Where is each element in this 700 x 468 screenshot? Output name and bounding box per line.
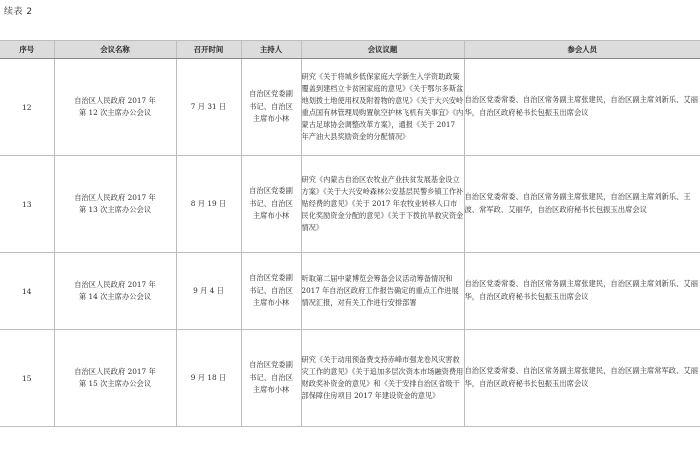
host-line: 自治区党委副 (249, 186, 293, 196)
meeting-name (54, 253, 176, 330)
meeting-name-line: 第 14 次主席办公会议 (78, 292, 152, 301)
meeting-name-line: 自治区人民政府 2017 年 (74, 95, 156, 105)
meeting-name-line: 自治区人民政府 2017 年 (74, 366, 156, 376)
meeting-host (241, 59, 301, 156)
meetings-table (0, 40, 700, 427)
header-date: 召开时间 (176, 41, 241, 59)
host-line: 自治区党委副 (249, 89, 293, 99)
meeting-host (241, 330, 301, 427)
meeting-topics: 听取第二届中蒙博览会筹备会议活动筹备情况和 2017 年自治区政府工作报告确定的重点工作进展情况汇报，对有关工作进行安排部署 (301, 253, 464, 330)
host-line: 书记、自治区 (249, 372, 293, 382)
host-line: 书记、自治区 (249, 285, 293, 295)
meeting-name-line: 第 13 次主席办公会议 (78, 205, 152, 214)
meeting-date: 8 月 19 日 (176, 156, 241, 253)
meeting-name (54, 330, 176, 427)
host-line: 主席布小林 (252, 298, 290, 308)
meeting-attendees: 自治区党委常委、自治区常务副主席张建民，自治区副主席刘新乐、艾丽华，自治区政府秘书长包振玉出席会议 (464, 59, 700, 156)
header-topics: 会议议题 (301, 41, 464, 59)
row-number: 13 (0, 156, 54, 253)
row-number: 12 (0, 59, 54, 156)
host-line: 主席布小林 (252, 385, 290, 395)
header-row (0, 41, 700, 59)
meeting-attendees: 自治区党委常委、自治区常务副主席张建民，自治区副主席刘新乐、王波、常军政、艾丽华，自治区政府秘书长包振玉出席会议 (464, 156, 700, 253)
meeting-topics: 研究《关于动用预备费支持赤峰市强龙卷风灾害救灾工作的意见》《关于追加多层次资本市场融资费用财政奖补资金的意见》和《关于安排自治区省级干部保障住房项目 2017 年建设资金的意见》 (301, 330, 464, 427)
meeting-date: 9 月 4 日 (176, 253, 241, 330)
header-attendees: 参会人员 (464, 41, 700, 59)
meeting-topics: 研究《内蒙古自治区农牧业产业扶贫发展基金设立方案》《关于大兴安岭森林公安基层民警乡镇工作补贴经费的意见》《关于 2017 年农牧业转移人口市民化奖励资金分配的意见》《关于下拨抗旱救灾资金情况》 (301, 156, 464, 253)
host-line: 书记、自治区 (249, 198, 293, 208)
meeting-host (241, 253, 301, 330)
meeting-name (54, 59, 176, 156)
table-body (0, 59, 700, 427)
meeting-name-line: 自治区人民政府 2017 年 (74, 279, 156, 289)
row-number: 14 (0, 253, 54, 330)
meeting-name-line: 自治区人民政府 2017 年 (74, 192, 156, 202)
table-row (0, 253, 700, 330)
meeting-attendees: 自治区党委常委、自治区常务副主席张建民，自治区副主席刘新乐、艾丽华，自治区政府秘书长包振玉出席会议 (464, 253, 700, 330)
meeting-date: 7 月 31 日 (176, 59, 241, 156)
meeting-name (54, 156, 176, 253)
host-line: 书记、自治区 (249, 101, 293, 111)
row-number: 15 (0, 330, 54, 427)
host-line: 主席布小林 (252, 114, 290, 124)
table-row (0, 330, 700, 427)
header-no: 序号 (0, 41, 54, 59)
header-host: 主持人 (241, 41, 301, 59)
table-row (0, 156, 700, 253)
meeting-name-line: 第 12 次主席办公会议 (78, 108, 152, 117)
host-line: 自治区党委副 (249, 273, 293, 283)
table-row (0, 59, 700, 156)
meeting-date: 9 月 18 日 (176, 330, 241, 427)
meeting-name-line: 第 15 次主席办公会议 (78, 379, 152, 388)
meeting-attendees: 自治区党委常委、自治区常务副主席张建民，自治区副主席常军政、艾丽华，自治区政府秘书长包振玉出席会议 (464, 330, 700, 427)
meeting-topics: 研究《关于将城乡低保家庭大学新生入学资助政策覆盖到建档立卡贫困家庭的意见》《关于鄂尔多斯盆地划拨土地使用权及附着物的意见》《关于大兴安岭重点国有林管理局购置航空护林飞机有关事宜》《内蒙古足球协会调整改革方案》，通报《关于 2017 年产油大县奖励资金的分配情况》 (301, 59, 464, 156)
table-caption: 续表 2 (4, 7, 33, 17)
host-line: 自治区党委副 (249, 360, 293, 370)
table-header (0, 41, 700, 59)
meeting-host (241, 156, 301, 253)
header-meeting-name: 会议名称 (54, 41, 176, 59)
host-line: 主席布小林 (252, 211, 290, 221)
